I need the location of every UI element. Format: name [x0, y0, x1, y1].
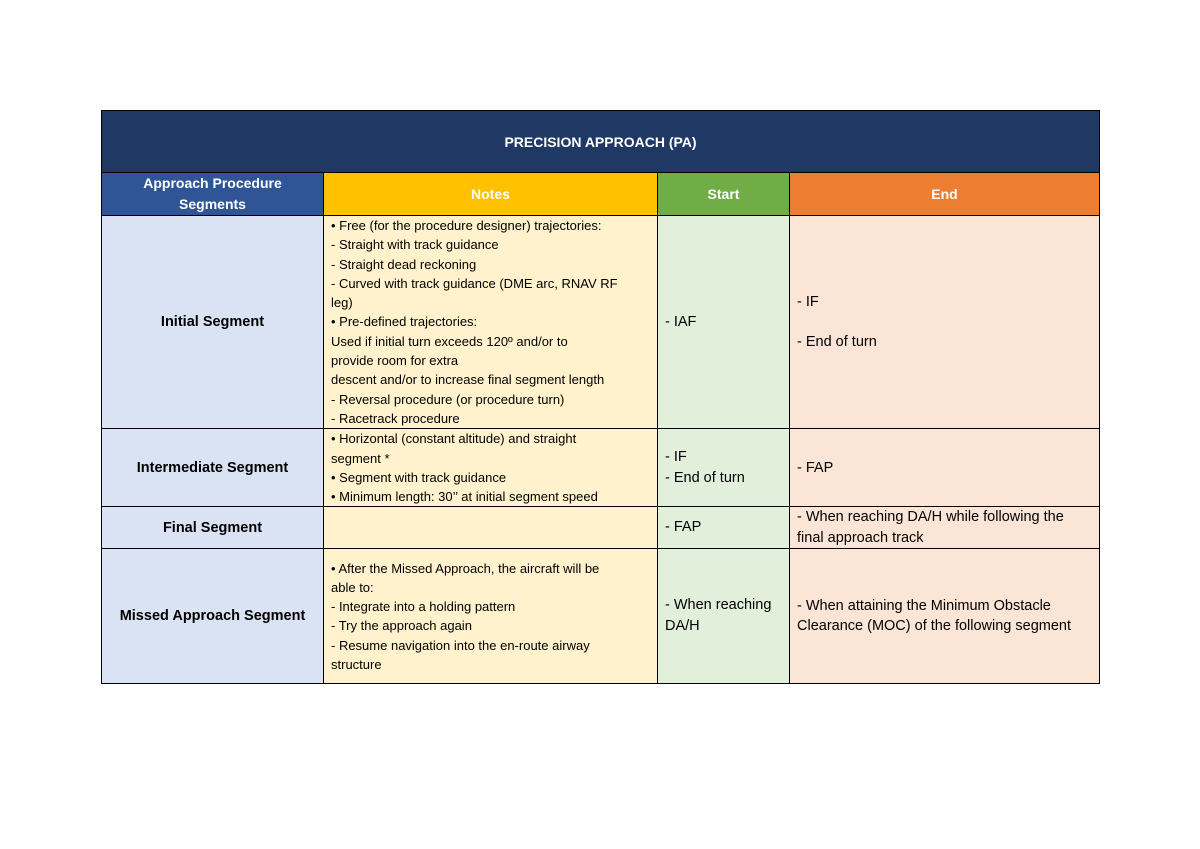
start-cell [658, 507, 790, 549]
note-line: - Reversal procedure (or procedure turn) [331, 391, 565, 407]
end-line: - When reaching DA/H while following the [797, 509, 1064, 526]
note-line: - Try the approach again [331, 618, 472, 634]
start-line: - IAF [665, 313, 697, 330]
note-line: • Segment with track guidance [331, 469, 507, 485]
table-row-final [102, 507, 1100, 549]
notes-cell [324, 507, 658, 549]
end-line: final approach track [797, 529, 924, 546]
note-line: - Integrate into a holding pattern [331, 599, 516, 615]
start-cell [658, 549, 790, 684]
precision-approach-table [101, 110, 1099, 684]
note-line: - Straight dead reckoning [331, 256, 477, 272]
segments-table [101, 110, 1100, 684]
note-line: • Minimum length: 30’’ at initial segment speed [331, 489, 598, 505]
table-row-intermediate [102, 429, 1100, 507]
end-line: Clearance (MOC) of the following segment [797, 618, 1072, 635]
note-line: • Pre-defined trajectories: [331, 314, 478, 330]
end-line: - IF [797, 293, 819, 310]
segment-name: Final Segment [102, 507, 324, 549]
start-line: - End of turn [665, 469, 745, 486]
end-line: - When attaining the Minimum Obstacle [797, 597, 1051, 614]
start-line: - FAP [665, 519, 702, 536]
header-start: Start [658, 173, 790, 216]
segment-name: Initial Segment [102, 216, 324, 429]
notes-cell [324, 429, 658, 507]
end-cell [790, 549, 1100, 684]
start-line: - IF [665, 448, 687, 465]
table-row-missed-approach [102, 549, 1100, 684]
note-line: - Curved with track guidance (DME arc, RNAV RF [331, 275, 618, 291]
title-row [102, 111, 1100, 173]
end-cell [790, 216, 1100, 429]
note-line: provide room for extra [331, 353, 459, 369]
note-line: Used if initial turn exceeds 120º and/or to [331, 333, 568, 349]
end-cell [790, 429, 1100, 507]
header-notes: Notes [324, 173, 658, 216]
start-cell [658, 429, 790, 507]
table-row-initial [102, 216, 1100, 429]
header-segments: Approach Procedure Segments [102, 173, 324, 216]
note-line: structure [331, 657, 382, 673]
start-line: DA/H [665, 618, 700, 635]
header-row [102, 173, 1100, 216]
start-cell [658, 216, 790, 429]
header-end: End [790, 173, 1100, 216]
note-line: - Racetrack procedure [331, 410, 460, 426]
segment-name: Intermediate Segment [102, 429, 324, 507]
note-line: leg) [331, 295, 353, 311]
note-line: • Horizontal (constant altitude) and straight [331, 431, 577, 447]
line-gap [797, 312, 1092, 332]
note-line: descent and/or to increase final segment length [331, 372, 605, 388]
note-line: - Resume navigation into the en-route airway [331, 637, 590, 653]
note-line: - Straight with track guidance [331, 237, 499, 253]
note-line: • Free (for the procedure designer) trajectories: [331, 218, 602, 233]
end-cell [790, 507, 1100, 549]
table-title: PRECISION APPROACH (PA) [102, 111, 1100, 173]
note-line: able to: [331, 579, 374, 595]
end-line: - End of turn [797, 334, 877, 351]
note-line: segment * [331, 450, 390, 466]
start-line: - When reaching [665, 597, 772, 614]
notes-cell [324, 216, 658, 429]
note-line: • After the Missed Approach, the aircraft will be [331, 560, 600, 576]
segment-name: Missed Approach Segment [102, 549, 324, 684]
notes-cell [324, 549, 658, 684]
end-line: - FAP [797, 459, 834, 476]
